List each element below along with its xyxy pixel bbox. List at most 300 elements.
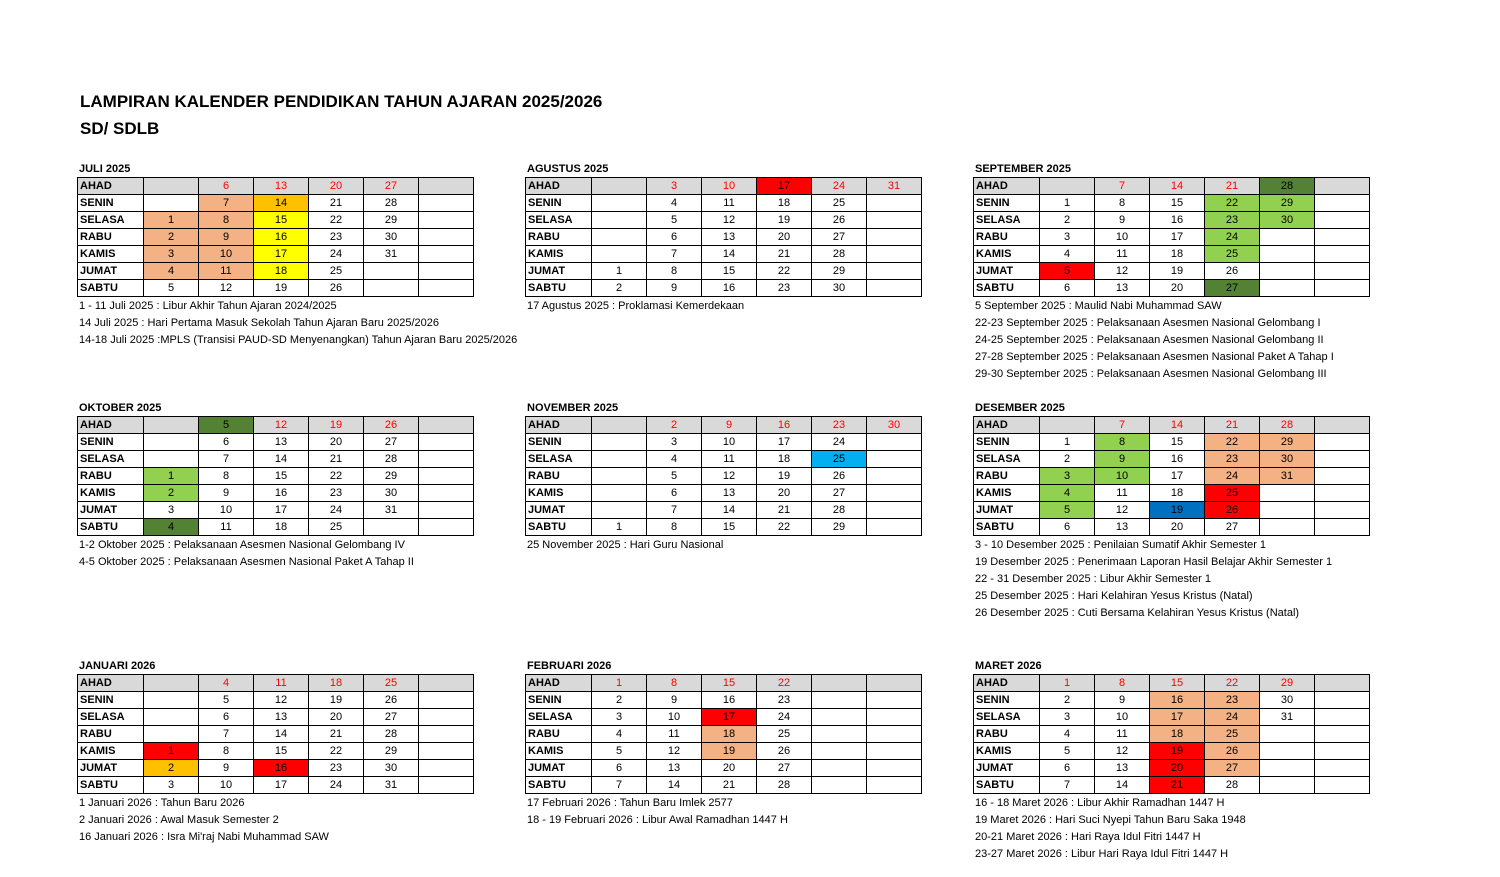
date-cell: 19 [1150, 263, 1205, 280]
date-cell: 2 [647, 417, 702, 434]
table-row [974, 777, 1370, 794]
table-row [526, 743, 922, 760]
date-cell [364, 263, 419, 280]
date-cell: 3 [1040, 709, 1095, 726]
date-cell: 2 [144, 485, 199, 502]
table-row [526, 246, 922, 263]
date-cell: 27 [364, 178, 419, 195]
date-cell: 23 [757, 280, 812, 297]
date-cell: 21 [702, 777, 757, 794]
date-cell: 7 [199, 451, 254, 468]
date-cell: 19 [309, 417, 364, 434]
month-table [525, 674, 922, 794]
day-name-cell: AHAD [78, 178, 144, 195]
date-cell: 18 [1150, 485, 1205, 502]
month-name: SEPTEMBER 2025 [975, 163, 1071, 175]
month-name: MARET 2026 [975, 660, 1042, 672]
note-line: 1 Januari 2026 : Tahun Baru 2026 [79, 797, 245, 809]
table-row [974, 178, 1370, 195]
date-cell: 12 [199, 280, 254, 297]
date-cell: 10 [647, 709, 702, 726]
note-line: 26 Desember 2025 : Cuti Bersama Kelahiran Yesus Kristus (Natal) [975, 607, 1300, 619]
date-cell [1260, 485, 1315, 502]
note-line: 27-28 September 2025 : Pelaksanaan Asesmen Nasional Paket A Tahap I [975, 351, 1334, 363]
date-cell [144, 417, 199, 434]
date-cell: 15 [702, 519, 757, 536]
date-cell: 8 [199, 212, 254, 229]
date-cell [364, 280, 419, 297]
day-name-cell: AHAD [78, 417, 144, 434]
date-cell [419, 212, 474, 229]
date-cell: 9 [1095, 451, 1150, 468]
date-cell: 18 [1150, 246, 1205, 263]
date-cell: 17 [1150, 709, 1205, 726]
date-cell: 18 [254, 519, 309, 536]
day-name-cell: AHAD [974, 675, 1040, 692]
note-line: 16 - 18 Maret 2026 : Libur Akhir Ramadhan 1447 H [975, 797, 1225, 809]
note-line: 19 Desember 2025 : Penerimaan Laporan Hasil Belajar Akhir Semester 1 [975, 556, 1333, 568]
date-cell: 31 [364, 502, 419, 519]
day-name-cell: AHAD [974, 178, 1040, 195]
table-row [78, 263, 474, 280]
date-cell: 6 [647, 485, 702, 502]
date-cell: 22 [757, 519, 812, 536]
date-cell: 7 [647, 246, 702, 263]
date-cell [419, 726, 474, 743]
date-cell: 30 [364, 760, 419, 777]
table-row [78, 692, 474, 709]
date-cell [1260, 229, 1315, 246]
month-table [77, 674, 474, 794]
date-cell [1315, 229, 1370, 246]
date-cell: 19 [254, 280, 309, 297]
date-cell [144, 434, 199, 451]
day-name-cell: KAMIS [974, 743, 1040, 760]
date-cell [867, 692, 922, 709]
date-cell: 5 [592, 743, 647, 760]
day-name-cell: SABTU [974, 280, 1040, 297]
date-cell: 19 [309, 692, 364, 709]
table-row [78, 485, 474, 502]
date-cell: 17 [254, 246, 309, 263]
date-cell: 17 [702, 709, 757, 726]
day-name-cell: SELASA [78, 212, 144, 229]
date-cell: 17 [254, 777, 309, 794]
date-cell: 1 [1040, 434, 1095, 451]
date-cell: 21 [757, 246, 812, 263]
month-name: NOVEMBER 2025 [527, 402, 619, 414]
day-name-cell: RABU [78, 726, 144, 743]
date-cell: 19 [757, 212, 812, 229]
date-cell: 17 [757, 178, 812, 195]
date-cell: 29 [1260, 675, 1315, 692]
day-name-cell: RABU [974, 468, 1040, 485]
date-cell: 6 [199, 709, 254, 726]
date-cell: 2 [1040, 692, 1095, 709]
date-cell: 8 [647, 263, 702, 280]
day-name-cell: SENIN [974, 692, 1040, 709]
table-row [526, 485, 922, 502]
day-name-cell: JUMAT [974, 502, 1040, 519]
date-cell [1315, 263, 1370, 280]
date-cell: 29 [1260, 434, 1315, 451]
day-name-cell: AHAD [526, 178, 592, 195]
date-cell: 14 [1095, 777, 1150, 794]
note-line: 3 - 10 Desember 2025 : Penilaian Sumatif Akhir Semester 1 [975, 539, 1267, 551]
day-name-cell: RABU [526, 468, 592, 485]
date-cell: 12 [702, 468, 757, 485]
day-name-cell: AHAD [974, 417, 1040, 434]
date-cell: 22 [1205, 434, 1260, 451]
table-row [974, 726, 1370, 743]
note-line: 19 Maret 2026 : Hari Suci Nyepi Tahun Baru Saka 1948 [975, 814, 1246, 826]
date-cell [1260, 777, 1315, 794]
date-cell [1315, 502, 1370, 519]
month-calendar [973, 659, 1368, 863]
date-cell: 12 [254, 692, 309, 709]
note-line: 16 Januari 2026 : Isra Mi'raj Nabi Muhammad SAW [79, 831, 329, 843]
date-cell: 17 [757, 434, 812, 451]
table-row [78, 451, 474, 468]
date-cell: 25 [757, 726, 812, 743]
month-notes [525, 795, 920, 829]
date-cell [867, 434, 922, 451]
date-cell [812, 675, 867, 692]
table-row [526, 451, 922, 468]
day-name-cell: SELASA [974, 212, 1040, 229]
date-cell [1315, 675, 1370, 692]
table-row [974, 485, 1370, 502]
month-table [973, 177, 1370, 297]
date-cell: 12 [647, 743, 702, 760]
date-cell [867, 280, 922, 297]
date-cell: 25 [1205, 726, 1260, 743]
date-cell: 1 [592, 675, 647, 692]
date-cell [867, 743, 922, 760]
table-row [974, 502, 1370, 519]
date-cell [1260, 743, 1315, 760]
table-row [974, 417, 1370, 434]
date-cell [1315, 212, 1370, 229]
day-name-cell: SELASA [974, 451, 1040, 468]
date-cell: 4 [199, 675, 254, 692]
note-line: 14-18 Juli 2025 :MPLS (Transisi PAUD-SD Menyenangkan) Tahun Ajaran Baru 2025/2026 [79, 334, 518, 346]
day-name-cell: JUMAT [526, 760, 592, 777]
date-cell: 15 [254, 468, 309, 485]
date-cell: 19 [702, 743, 757, 760]
date-cell: 3 [1040, 229, 1095, 246]
month-name: FEBRUARI 2026 [527, 660, 612, 672]
date-cell: 29 [812, 263, 867, 280]
date-cell: 18 [757, 195, 812, 212]
month-calendar [973, 401, 1368, 622]
date-cell: 28 [1260, 417, 1315, 434]
date-cell: 23 [812, 417, 867, 434]
day-name-cell: KAMIS [526, 485, 592, 502]
table-row [974, 263, 1370, 280]
date-cell [1260, 502, 1315, 519]
date-cell: 9 [1095, 212, 1150, 229]
day-name-cell: SABTU [78, 280, 144, 297]
date-cell [1315, 692, 1370, 709]
table-row [974, 246, 1370, 263]
date-cell: 12 [1095, 743, 1150, 760]
date-cell: 22 [757, 675, 812, 692]
table-row [974, 692, 1370, 709]
note-line: 20-21 Maret 2026 : Hari Raya Idul Fitri 1447 H [975, 831, 1201, 843]
table-row [974, 229, 1370, 246]
date-cell: 20 [309, 709, 364, 726]
date-cell: 18 [757, 451, 812, 468]
day-name-cell: SENIN [974, 195, 1040, 212]
date-cell: 10 [702, 178, 757, 195]
day-name-cell: SABTU [78, 519, 144, 536]
date-cell: 2 [1040, 212, 1095, 229]
day-name-cell: RABU [974, 726, 1040, 743]
date-cell: 26 [1205, 502, 1260, 519]
date-cell [867, 675, 922, 692]
day-name-cell: SELASA [78, 451, 144, 468]
date-cell: 2 [1040, 451, 1095, 468]
month-table [77, 416, 474, 536]
date-cell [419, 709, 474, 726]
date-cell: 10 [199, 246, 254, 263]
date-cell: 29 [364, 212, 419, 229]
date-cell: 24 [309, 502, 364, 519]
day-name-cell: KAMIS [78, 485, 144, 502]
table-row [78, 743, 474, 760]
date-cell [1315, 246, 1370, 263]
date-cell [1315, 726, 1370, 743]
date-cell: 5 [199, 692, 254, 709]
date-cell: 13 [647, 760, 702, 777]
date-cell: 13 [1095, 280, 1150, 297]
table-row [78, 229, 474, 246]
day-name-cell: SABTU [974, 777, 1040, 794]
date-cell: 20 [757, 485, 812, 502]
table-row [974, 195, 1370, 212]
note-line: 2 Januari 2026 : Awal Masuk Semester 2 [79, 814, 279, 826]
table-row [526, 502, 922, 519]
date-cell [1315, 485, 1370, 502]
table-row [78, 726, 474, 743]
day-name-cell: SENIN [78, 692, 144, 709]
date-cell: 8 [647, 519, 702, 536]
month-table [973, 674, 1370, 794]
date-cell: 1 [592, 519, 647, 536]
date-cell: 19 [757, 468, 812, 485]
date-cell: 30 [1260, 692, 1315, 709]
date-cell [867, 777, 922, 794]
date-cell: 20 [1150, 519, 1205, 536]
day-name-cell: JUMAT [526, 502, 592, 519]
date-cell: 28 [1205, 777, 1260, 794]
date-cell: 4 [1040, 485, 1095, 502]
date-cell: 8 [199, 468, 254, 485]
note-line: 17 Februari 2026 : Tahun Baru Imlek 2577 [527, 797, 733, 809]
date-cell [592, 195, 647, 212]
date-cell [144, 178, 199, 195]
date-cell: 30 [1260, 451, 1315, 468]
day-name-cell: SABTU [526, 519, 592, 536]
day-name-cell: SELASA [526, 212, 592, 229]
date-cell: 22 [1205, 675, 1260, 692]
date-cell: 9 [199, 760, 254, 777]
date-cell: 3 [592, 709, 647, 726]
date-cell: 11 [199, 263, 254, 280]
date-cell [867, 760, 922, 777]
date-cell: 4 [144, 263, 199, 280]
date-cell: 27 [1205, 280, 1260, 297]
month-calendar [525, 162, 920, 315]
date-cell: 18 [309, 675, 364, 692]
date-cell: 16 [254, 760, 309, 777]
note-line: 1-2 Oktober 2025 : Pelaksanaan Asesmen Nasional Gelombang IV [79, 539, 405, 551]
date-cell: 21 [309, 451, 364, 468]
date-cell: 5 [1040, 263, 1095, 280]
date-cell: 26 [812, 468, 867, 485]
date-cell: 27 [812, 485, 867, 502]
date-cell [812, 726, 867, 743]
table-row [78, 468, 474, 485]
date-cell: 11 [647, 726, 702, 743]
date-cell: 1 [592, 263, 647, 280]
date-cell [1040, 417, 1095, 434]
month-name: DESEMBER 2025 [975, 402, 1065, 414]
day-name-cell: KAMIS [78, 246, 144, 263]
date-cell: 9 [702, 417, 757, 434]
month-table [525, 177, 922, 297]
date-cell: 3 [144, 502, 199, 519]
date-cell: 15 [1150, 675, 1205, 692]
table-row [974, 675, 1370, 692]
date-cell: 8 [647, 675, 702, 692]
table-row [78, 178, 474, 195]
date-cell: 21 [1150, 777, 1205, 794]
month-calendar [525, 401, 920, 554]
date-cell: 6 [1040, 760, 1095, 777]
day-name-cell: RABU [78, 468, 144, 485]
day-name-cell: SENIN [526, 434, 592, 451]
month-table [973, 416, 1370, 536]
date-cell: 31 [1260, 709, 1315, 726]
month-calendar [77, 401, 472, 571]
date-cell [867, 468, 922, 485]
date-cell: 22 [309, 743, 364, 760]
note-line: 23-27 Maret 2026 : Libur Hari Raya Idul Fitri 1447 H [975, 848, 1229, 860]
table-row [526, 692, 922, 709]
note-line: 22-23 September 2025 : Pelaksanaan Asesmen Nasional Gelombang I [975, 317, 1321, 329]
date-cell: 1 [144, 468, 199, 485]
table-row [78, 417, 474, 434]
month-name: AGUSTUS 2025 [527, 163, 609, 175]
month-calendar [525, 659, 920, 829]
date-cell: 15 [1150, 195, 1205, 212]
day-name-cell: KAMIS [526, 743, 592, 760]
day-name-cell: SENIN [526, 692, 592, 709]
table-row [526, 229, 922, 246]
date-cell: 8 [1095, 195, 1150, 212]
date-cell: 9 [199, 485, 254, 502]
month-name: JULI 2025 [79, 163, 131, 175]
date-cell: 25 [309, 263, 364, 280]
table-row [78, 709, 474, 726]
date-cell: 2 [144, 760, 199, 777]
date-cell: 7 [199, 195, 254, 212]
date-cell: 8 [1095, 434, 1150, 451]
day-name-cell: JUMAT [974, 760, 1040, 777]
date-cell: 7 [1095, 417, 1150, 434]
table-row [526, 519, 922, 536]
date-cell: 23 [309, 229, 364, 246]
table-row [526, 709, 922, 726]
date-cell: 1 [144, 743, 199, 760]
date-cell: 30 [364, 229, 419, 246]
date-cell: 4 [144, 519, 199, 536]
date-cell: 3 [647, 434, 702, 451]
date-cell: 25 [1205, 485, 1260, 502]
date-cell: 10 [199, 502, 254, 519]
date-cell: 29 [812, 519, 867, 536]
date-cell: 11 [1095, 726, 1150, 743]
date-cell: 3 [144, 246, 199, 263]
date-cell: 26 [1205, 743, 1260, 760]
date-cell: 14 [254, 726, 309, 743]
date-cell [867, 726, 922, 743]
table-row [78, 777, 474, 794]
table-row [78, 434, 474, 451]
note-line: 22 - 31 Desember 2025 : Libur Akhir Semester 1 [975, 573, 1212, 585]
date-cell: 24 [757, 709, 812, 726]
date-cell: 7 [1040, 777, 1095, 794]
date-cell: 4 [592, 726, 647, 743]
date-cell [1315, 280, 1370, 297]
table-row [974, 709, 1370, 726]
date-cell [867, 212, 922, 229]
month-notes [973, 298, 1368, 383]
date-cell [419, 280, 474, 297]
date-cell [419, 777, 474, 794]
date-cell [867, 519, 922, 536]
date-cell [867, 502, 922, 519]
date-cell [812, 692, 867, 709]
day-name-cell: SABTU [526, 777, 592, 794]
day-name-cell: RABU [78, 229, 144, 246]
table-row [526, 195, 922, 212]
date-cell [419, 760, 474, 777]
day-name-cell: AHAD [78, 675, 144, 692]
note-line: 25 November 2025 : Hari Guru Nasional [527, 539, 724, 551]
month-name: JANUARI 2026 [79, 660, 156, 672]
table-row [974, 743, 1370, 760]
date-cell [1315, 417, 1370, 434]
date-cell: 22 [757, 263, 812, 280]
date-cell: 13 [254, 709, 309, 726]
day-name-cell: JUMAT [78, 502, 144, 519]
day-name-cell: KAMIS [974, 246, 1040, 263]
date-cell: 29 [364, 468, 419, 485]
note-line: 18 - 19 Februari 2026 : Libur Awal Ramadhan 1447 H [527, 814, 788, 826]
date-cell: 13 [254, 178, 309, 195]
date-cell [419, 692, 474, 709]
date-cell: 19 [1150, 743, 1205, 760]
date-cell: 3 [144, 777, 199, 794]
date-cell [419, 434, 474, 451]
date-cell [419, 519, 474, 536]
date-cell [144, 709, 199, 726]
month-name: OKTOBER 2025 [79, 402, 162, 414]
date-cell: 16 [254, 485, 309, 502]
